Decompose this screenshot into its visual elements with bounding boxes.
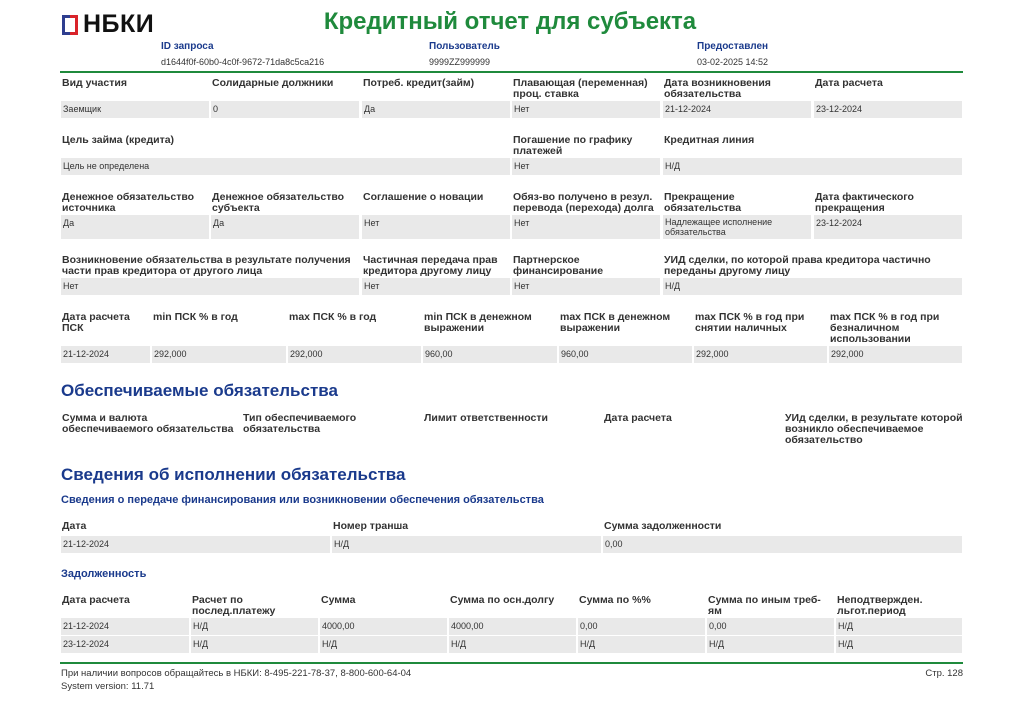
table-cell: 21-12-2024 — [663, 101, 811, 118]
table-cell: 0,00 — [603, 536, 962, 553]
table-header: Солидарные должники — [212, 77, 334, 89]
table-header: Номер транша — [333, 520, 409, 532]
table-header: max ПСК % в год при безналичном использовании — [830, 311, 940, 345]
table-cell: Нет — [512, 101, 660, 118]
user-value: 9999ZZ999999 — [429, 57, 491, 67]
table-cell: Н/Д — [836, 618, 962, 635]
table-header: Сумма задолженности — [604, 520, 722, 532]
table-header: Погашение по графику платежей — [513, 134, 633, 157]
debt-subtitle: Задолженность — [61, 568, 147, 580]
table-header: Дата расчета — [62, 594, 130, 606]
table-header: max ПСК % в год при снятии наличных — [695, 311, 805, 334]
table-header: Дата расчета — [604, 412, 672, 424]
table-header: УИД сделки, по которой права кредитора частично переданы другому лицу — [664, 254, 931, 277]
table-header: Денежное обязательство субъекта — [212, 191, 345, 214]
table-header: Обяз-во получено в резул. перевода (перехода) долга — [513, 191, 654, 214]
table-header: Денежное обязательство источника — [62, 191, 195, 214]
table-cell: 0,00 — [707, 618, 834, 635]
table-header: Тип обеспечиваемого обязательства — [243, 412, 357, 435]
table-cell: Нет — [512, 215, 660, 239]
table-header: Частичная передача прав кредитора другому лицу — [363, 254, 498, 277]
table-cell: Н/Д — [663, 158, 962, 175]
table-header: Плавающая (переменная) проц. ставка — [513, 77, 648, 100]
table-header: min ПСК % в год — [153, 311, 238, 323]
table-cell: Н/Д — [836, 636, 962, 653]
table-header: Кредитная линия — [664, 134, 755, 146]
table-cell: Заемщик — [61, 101, 209, 118]
table-cell: 23-12-2024 — [814, 215, 962, 239]
table-cell: Н/Д — [707, 636, 834, 653]
table-cell: 4000,00 — [320, 618, 447, 635]
table-cell: Н/Д — [663, 278, 962, 295]
table-header: Сумма по осн.долгу — [450, 594, 555, 606]
table-header: Расчет по послед.платежу — [192, 594, 276, 617]
header-divider — [60, 71, 963, 73]
provided-value: 03-02-2025 14:52 — [697, 57, 769, 67]
table-header: Дата — [62, 520, 87, 532]
table-cell: 21-12-2024 — [61, 618, 189, 635]
logo-text: НБКИ — [83, 10, 155, 38]
table-header: max ПСК в денежном выражении — [560, 311, 671, 334]
logo-mark-icon — [62, 15, 78, 35]
table-header: Дата возникновения обязательства — [664, 77, 771, 100]
table-header: Соглашение о новации — [363, 191, 484, 203]
table-header: max ПСК % в год — [289, 311, 377, 323]
user-label: Пользователь — [429, 41, 500, 52]
table-cell: Цель не определена — [61, 158, 510, 175]
table-cell: 23-12-2024 — [814, 101, 962, 118]
table-header: Дата расчета — [815, 77, 883, 89]
table-header: Сумма и валюта обеспечиваемого обязательства — [62, 412, 234, 435]
page-title: Кредитный отчет для субъекта — [323, 8, 697, 35]
table-cell: 960,00 — [559, 346, 692, 363]
table-header: Вид участия — [62, 77, 127, 89]
table-header: Возникновение обязательства в результате получения части прав кредитора от другого лица — [62, 254, 351, 277]
table-cell: Нет — [512, 158, 660, 175]
table-cell: 292,000 — [152, 346, 286, 363]
footer-contact: При наличии вопросов обращайтесь в НБКИ: 8-495-221-78-37, 8-800-600-64-04 — [61, 668, 412, 679]
table-cell: Н/Д — [332, 536, 601, 553]
table-cell: Н/Д — [320, 636, 447, 653]
table-cell: Нет — [512, 278, 660, 295]
table-header: Партнерское финансирование — [513, 254, 604, 277]
table-header: Сумма — [321, 594, 356, 606]
table-cell: Н/Д — [449, 636, 576, 653]
table-header: Лимит ответственности — [424, 412, 548, 424]
transfer-subtitle: Сведения о передаче финансирования или возникновении обеспечения обязательства — [61, 494, 544, 506]
table-header: Сумма по иным треб-ям — [708, 594, 821, 617]
nbki-logo — [62, 10, 154, 39]
table-cell: 21-12-2024 — [61, 346, 150, 363]
table-cell: Нет — [362, 215, 510, 239]
footer-divider — [60, 662, 963, 664]
table-header: Дата расчета ПСК — [62, 311, 130, 334]
table-cell: 0 — [211, 101, 359, 118]
table-cell: Н/Д — [191, 618, 318, 635]
provided-label: Предоставлен — [697, 41, 769, 52]
table-cell: 4000,00 — [449, 618, 576, 635]
request-id-label: ID запроса — [161, 41, 214, 52]
table-cell: Надлежащее исполнение обязательства — [663, 215, 811, 239]
table-cell: Да — [61, 215, 209, 239]
page-number: Стр. 128 — [925, 668, 963, 679]
table-cell: 23-12-2024 — [61, 636, 189, 653]
table-cell: 292,000 — [694, 346, 827, 363]
table-cell: Да — [211, 215, 359, 239]
table-header: Потреб. кредит(займ) — [363, 77, 475, 89]
footer-version: System version: 11.71 — [61, 681, 155, 692]
table-header: Прекращение обязательства — [664, 191, 742, 214]
table-header: Неподтвержден. льгот.период — [837, 594, 923, 617]
table-cell: Н/Д — [578, 636, 705, 653]
table-cell: 292,000 — [288, 346, 421, 363]
table-cell: 21-12-2024 — [61, 536, 330, 553]
table-cell: Н/Д — [191, 636, 318, 653]
table-header: Сумма по %% — [579, 594, 651, 606]
secured-obligations-title: Обеспечиваемые обязательства — [61, 381, 338, 400]
table-header: УИд сделки, в результате которой возникло обеспечиваемое обязательство — [785, 412, 963, 446]
table-cell: 960,00 — [423, 346, 557, 363]
table-cell: Нет — [61, 278, 359, 295]
table-cell: 0,00 — [578, 618, 705, 635]
table-cell: 292,000 — [829, 346, 962, 363]
table-cell: Нет — [362, 278, 510, 295]
table-header: Дата фактического прекращения — [815, 191, 914, 214]
table-header: min ПСК в денежном выражении — [424, 311, 532, 334]
request-id-value: d1644f0f-60b0-4c0f-9672-71da8c5ca216 — [161, 57, 325, 67]
execution-title: Сведения об исполнении обязательства — [61, 465, 406, 484]
table-header: Цель займа (кредита) — [62, 134, 175, 146]
table-cell: Да — [362, 101, 510, 118]
